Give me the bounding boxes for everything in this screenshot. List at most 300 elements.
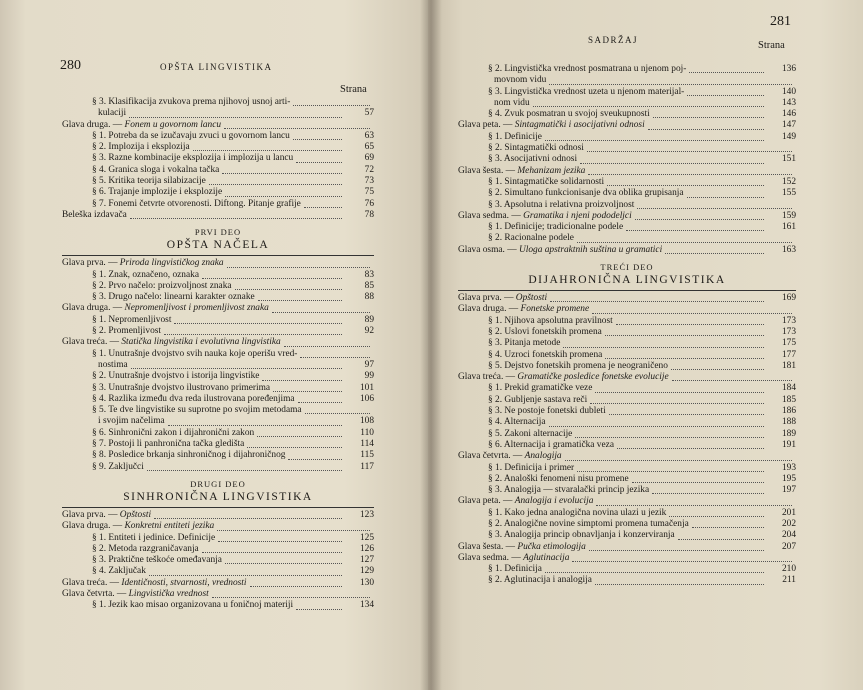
dot-leader: [296, 609, 342, 610]
dot-leader: [549, 426, 764, 427]
page-ref: 110: [360, 427, 374, 438]
page-ref: 75: [364, 187, 374, 198]
dot-leader: [665, 253, 764, 254]
page-ref: 146: [781, 109, 796, 120]
entry-text: § 5. Zakoni alternacije: [488, 428, 573, 439]
section-entry: [458, 64, 796, 75]
chapter-entry: [62, 210, 374, 221]
section-entry: [62, 394, 374, 405]
dot-leader: [575, 437, 764, 438]
chapter-entry: [62, 337, 374, 348]
entry-text: i svojim načelima: [98, 416, 165, 427]
entry-text: Glava peta. — Analogija i evolucija: [458, 496, 594, 507]
entry-text: § 4. Alternacija: [488, 417, 546, 428]
page-number: 280: [60, 58, 81, 73]
chapter-entry: [62, 589, 374, 600]
section-entry: [458, 575, 796, 586]
entry-text: § 3. Praktične teškoće omeđavanja: [92, 555, 222, 566]
chapter-subtitle: Pučka etimologija: [517, 541, 586, 552]
page-ref: 191: [781, 439, 796, 450]
entry-text: § 1. Nepromenljivost: [92, 314, 172, 325]
section-entry: [458, 327, 796, 338]
entry-text: § 2. Analogične novine simptomi promena tumačenja: [488, 518, 689, 529]
dot-leader: [550, 301, 764, 302]
page-ref: 151: [781, 154, 796, 165]
section-entry: [62, 315, 374, 326]
section-entry: [62, 176, 374, 187]
section-entry: [458, 519, 796, 530]
dot-leader: [605, 358, 764, 359]
entry-text: § 2. Gubljenje sastava reči: [488, 394, 588, 405]
dot-leader: [671, 369, 764, 370]
entry-text: § 1. Unutrašnje dvojstvo svih nauka koje operišu vred-: [92, 348, 298, 359]
dot-leader: [272, 312, 370, 313]
section-entry: [458, 474, 796, 485]
section-entry: [458, 200, 796, 211]
entry-text: § 2. Promenljivost: [92, 326, 162, 337]
dot-leader: [545, 572, 764, 573]
chapter-entry: [62, 510, 374, 521]
left-book-page: [0, 0, 430, 690]
dot-leader: [284, 346, 370, 347]
section-entry: [458, 463, 796, 474]
dot-leader: [212, 597, 370, 598]
entry-text: § 1. Definicija: [488, 564, 542, 575]
part-label: PRVI DEO: [194, 227, 242, 238]
chapter-subtitle: Gramatika i njeni pododeljci: [523, 210, 632, 221]
page-ref: 125: [359, 532, 374, 543]
dot-leader: [595, 584, 764, 585]
chapter-entry: [458, 245, 796, 256]
section-entry: [458, 143, 796, 154]
chapter-subtitle: Statička lingvistika i evolutivna lingvistika: [121, 337, 281, 348]
entry-text: Glava treća. — Identičnosti, stvarnosti, vrednosti: [62, 577, 247, 588]
running-head: OPŠTA LINGVISTIKA: [160, 62, 273, 72]
page-ref: 57: [364, 108, 374, 119]
dot-leader: [596, 505, 792, 506]
page-ref: 134: [359, 600, 374, 611]
dot-leader: [129, 117, 342, 118]
dot-leader: [587, 151, 792, 152]
page-ref: 189: [781, 428, 796, 439]
chapter-entry: [458, 542, 796, 553]
page-ref: 147: [781, 120, 796, 131]
page-ref: 175: [781, 338, 796, 349]
dot-leader: [293, 139, 342, 140]
dot-leader: [262, 380, 342, 381]
entry-text: nom vidu: [494, 97, 530, 108]
strana-label: Strana: [758, 40, 785, 51]
entry-text: Glava druga. — Fonem u govornom lancu: [62, 119, 222, 130]
chapter-entry: [458, 304, 796, 315]
dot-leader: [563, 347, 764, 348]
section-entry: [458, 440, 796, 451]
chapter-entry: [458, 293, 796, 304]
entry-text: § 2. Unutrašnje dvojstvo i istorija lingvistike: [92, 371, 260, 382]
page-ref: 63: [364, 130, 374, 141]
page-ref: 136: [781, 64, 796, 74]
entry-text: § 2. Implozija i eksplozija: [92, 142, 190, 153]
entry-text: § 6. Sinhronični zakon i dijahronični zakon: [92, 427, 255, 438]
page-ref: 152: [781, 176, 796, 187]
page-ref: 101: [359, 382, 374, 393]
part-title: DIJAHRONIČNA LINGVISTIKA: [528, 274, 726, 287]
page-ref: 97: [364, 359, 374, 370]
page-ref: 85: [364, 280, 374, 291]
entry-text: § 4. Zaključak: [92, 566, 146, 577]
dot-leader: [258, 300, 342, 301]
chapter-entry: [458, 120, 796, 131]
dot-leader: [225, 563, 342, 564]
entry-text: Glava treća. — Gramatičke posledice fonetske evolucije: [458, 372, 669, 383]
dot-leader: [222, 173, 342, 174]
section-entry: [62, 371, 374, 382]
dot-leader: [202, 552, 342, 553]
dot-leader: [572, 561, 792, 562]
section-entry: [458, 75, 796, 86]
dot-leader: [273, 391, 342, 392]
dot-leader: [653, 117, 764, 118]
section-entry: [458, 188, 796, 199]
dot-leader: [304, 207, 342, 208]
chapter-entry: [458, 211, 796, 222]
section-entry: [62, 326, 374, 337]
entry-text: Glava prva. — Opštosti: [458, 293, 548, 304]
section-entry: [458, 87, 796, 98]
chapter-entry: [62, 521, 374, 532]
page-ref: 117: [360, 461, 374, 472]
dot-leader: [590, 403, 764, 404]
dot-leader: [632, 482, 764, 483]
page-ref: 76: [364, 198, 374, 209]
chapter-subtitle: Analogija: [524, 451, 562, 462]
divider: [62, 255, 374, 256]
entry-text: § 1. Jezik kao misao organizovana u foničnoj materiji: [92, 600, 294, 611]
entry-text: § 2. Sintagmatički odnosi: [488, 143, 584, 154]
entry-text: § 1. Njihova apsolutna pravilnost: [488, 315, 613, 326]
section-entry: [62, 439, 374, 450]
entry-text: § 3. Apsolutna i relativna proizvoljnost: [488, 199, 635, 210]
section-entry: [62, 533, 374, 544]
entry-text: § 1. Entiteti i jedinice. Definicije: [92, 532, 216, 543]
entry-text: Glava druga. — Fonetske promene: [458, 304, 590, 315]
page-ref: 211: [782, 575, 796, 586]
chapter-subtitle: Analogija i evolucija: [514, 496, 594, 507]
divider: [62, 507, 374, 508]
section-entry: [458, 530, 796, 541]
page-ref: 127: [359, 555, 374, 566]
dot-leader: [131, 368, 342, 369]
section-entry: [62, 108, 374, 119]
entry-text: § 1. Kako jedna analogična novina ulazi u jezik: [488, 507, 667, 518]
page-ref: 99: [364, 371, 374, 382]
page-ref: 129: [359, 566, 374, 577]
page-ref: 181: [781, 360, 796, 371]
dot-leader: [224, 128, 370, 129]
page-ref: 173: [781, 315, 796, 326]
page-ref: 115: [360, 450, 374, 461]
dot-leader: [296, 162, 342, 163]
page-ref: 173: [781, 326, 796, 337]
page-ref: 73: [364, 176, 374, 187]
section-entry: [458, 222, 796, 233]
chapter-subtitle: Lingvistička vrednost: [128, 588, 209, 599]
entry-text: § 4. Uzroci fonetskih promena: [488, 349, 603, 360]
entry-text: § 3. Lingvistička vrednost uzeta u njenom materijal-: [488, 86, 685, 97]
dot-leader: [300, 357, 370, 358]
section-entry: [62, 566, 374, 577]
section-entry: [62, 165, 374, 176]
page-ref: 184: [781, 383, 796, 394]
page-ref: 92: [364, 326, 374, 337]
section-entry: [458, 177, 796, 188]
entry-text: § 1. Definicija i primer: [488, 462, 575, 473]
dot-leader: [218, 541, 342, 542]
entry-text: § 4. Razlika između dva reda ilustrovana poređenjima: [92, 393, 295, 404]
page-ref: 149: [781, 131, 796, 142]
dot-leader: [589, 550, 764, 551]
page-ref: 202: [781, 518, 796, 529]
entry-text: § 5. Te dve lingvistike su suprotne po svojim metodama: [92, 405, 302, 416]
section-entry: [62, 416, 374, 427]
page-ref: 88: [364, 292, 374, 303]
entry-text: § 2. Prvo načelo: proizvoljnost znaka: [92, 280, 232, 291]
page-ref: 188: [781, 417, 796, 428]
entry-text: Glava sedma. — Aglutinacija: [458, 552, 570, 563]
entry-text: § 3. Ne postoje fonetski dubleti: [488, 406, 606, 417]
entry-text: Glava četvrta. — Analogija: [458, 451, 562, 462]
toc-right: [458, 64, 796, 587]
entry-text: § 6. Alternacija i gramatička veza: [488, 439, 614, 450]
page-ref: 195: [781, 473, 796, 484]
page-number: 281: [770, 14, 791, 29]
section-entry: [62, 405, 374, 416]
chapter-entry: [458, 553, 796, 564]
chapter-subtitle: Sintagmatički i asocijativni odnosi: [514, 120, 645, 131]
dot-leader: [605, 335, 764, 336]
dot-leader: [635, 219, 764, 220]
section-entry: [62, 142, 374, 153]
dot-leader: [637, 208, 792, 209]
dot-leader: [298, 402, 342, 403]
dot-leader: [247, 447, 342, 448]
page-ref: 126: [359, 543, 374, 554]
toc-left: [62, 97, 374, 612]
dot-leader: [147, 470, 342, 471]
section-entry: [458, 383, 796, 394]
section-entry: [62, 360, 374, 371]
section-entry: [458, 508, 796, 519]
right-book-page: [428, 0, 863, 690]
dot-leader: [164, 334, 342, 335]
entry-text: § 2. Racionalne podele: [488, 233, 574, 244]
dot-leader: [592, 313, 792, 314]
page-ref: 201: [781, 507, 796, 518]
entry-text: § 3. Drugo načelo: linearni karakter oznake: [92, 292, 255, 303]
entry-text: § 1. Potreba da se izučavaju zvuci u govornom lancu: [92, 130, 290, 141]
entry-text: § 2. Analoški fenomeni nisu promene: [488, 473, 629, 484]
page-ref: 193: [781, 462, 796, 473]
section-entry: [62, 600, 374, 611]
page-ref: 72: [364, 164, 374, 175]
entry-text: Glava peta. — Sintagmatički i asocijativni odnosi: [458, 120, 645, 131]
section-entry: [458, 485, 796, 496]
section-entry: [458, 132, 796, 143]
page-ref: 163: [781, 244, 796, 255]
entry-text: § 1. Sintagmatičke solidarnosti: [488, 176, 605, 187]
chapter-entry: [458, 166, 796, 177]
section-entry: [458, 109, 796, 120]
section-entry: [62, 187, 374, 198]
page-ref: 207: [781, 541, 796, 552]
dot-leader: [577, 242, 792, 243]
dot-leader: [257, 436, 342, 437]
entry-text: § 3. Razne kombinacije eksplozija i implozija u lancu: [92, 153, 294, 164]
section-entry: [62, 292, 374, 303]
entry-text: Glava prva. — Opštosti: [62, 509, 152, 520]
entry-text: Glava četvrta. — Lingvistička vrednost: [62, 588, 209, 599]
dot-leader: [533, 106, 764, 107]
page-ref: 140: [781, 86, 796, 97]
page-ref: 169: [781, 293, 796, 304]
dot-leader: [652, 493, 764, 494]
entry-text: Glava prva. — Priroda lingvističkog znaka: [62, 258, 224, 269]
dot-leader: [293, 105, 370, 106]
section-entry: [62, 450, 374, 461]
entry-text: § 4. Granica sloga i vokalna tačka: [92, 164, 220, 175]
chapter-subtitle: Mehanizam jezika: [517, 165, 586, 176]
dot-leader: [580, 163, 764, 164]
section-entry: [62, 270, 374, 281]
page-ref: 143: [781, 97, 796, 108]
entry-text: Beleška izdavača: [62, 209, 127, 220]
running-head: SADRŽAJ: [588, 35, 639, 45]
chapter-entry: [62, 303, 374, 314]
chapter-entry: [62, 120, 374, 131]
dot-leader: [174, 323, 342, 324]
chapter-subtitle: Fonem u govornom lancu: [124, 119, 222, 130]
section-entry: [458, 395, 796, 406]
chapter-subtitle: Fonetske promene: [520, 304, 590, 315]
section-entry: [62, 199, 374, 210]
chapter-subtitle: Identičnosti, stvarnosti, vrednosti: [121, 577, 247, 588]
divider: [458, 290, 796, 291]
page-ref: 177: [781, 349, 796, 360]
dot-leader: [687, 197, 764, 198]
entry-text: movnom vidu: [494, 75, 547, 86]
book-gutter: [420, 0, 442, 690]
part-title: OPŠTA NAČELA: [166, 239, 270, 252]
dot-leader: [168, 425, 342, 426]
chapter-subtitle: Aglutinacija: [523, 552, 570, 563]
chapter-subtitle: Uloga apstraktnih suština u gramatici: [518, 244, 663, 255]
dot-leader: [607, 185, 764, 186]
dot-leader: [305, 413, 370, 414]
entry-text: § 6. Trajanje implozije i eksplozije: [92, 187, 223, 198]
entry-text: § 1. Definicije; tradicionalne podele: [488, 222, 624, 233]
section-entry: [458, 154, 796, 165]
dot-leader: [154, 518, 342, 519]
dot-leader: [648, 129, 764, 130]
page-ref: 161: [781, 222, 796, 233]
entry-text: § 2. Aglutinacija i analogija: [488, 575, 592, 586]
section-entry: [62, 462, 374, 473]
entry-text: Glava šesta. — Mehanizam jezika: [458, 165, 586, 176]
entry-text: § 7. Postoji li panhronična tačka gledišta: [92, 439, 245, 450]
page-ref: 65: [364, 142, 374, 153]
entry-text: § 3. Analogija — stvaralački princip jezika: [488, 485, 650, 496]
part-label: DRUGI DEO: [190, 478, 246, 489]
dot-leader: [626, 230, 764, 231]
chapter-subtitle: Nepromenljivost i promenljivost znaka: [124, 303, 269, 314]
dot-leader: [225, 196, 342, 197]
dot-leader: [577, 471, 764, 472]
section-entry: [62, 97, 374, 108]
dot-leader: [616, 324, 764, 325]
dot-leader: [678, 539, 764, 540]
section-entry: [458, 361, 796, 372]
section-entry: [458, 429, 796, 440]
page-ref: 197: [781, 485, 796, 496]
page-ref: 185: [781, 394, 796, 405]
entry-text: nostima: [98, 359, 128, 370]
dot-leader: [545, 140, 764, 141]
chapter-entry: [458, 496, 796, 507]
dot-leader: [687, 95, 764, 96]
entry-text: § 2. Simultano funkcionisanje dva oblika grupisanja: [488, 188, 684, 199]
strana-label: Strana: [340, 84, 367, 95]
dot-leader: [565, 460, 792, 461]
entry-text: Glava šesta. — Pučka etimologija: [458, 541, 586, 552]
entry-text: kulaciji: [98, 108, 127, 119]
entry-text: § 2. Uslovi fonetskih promena: [488, 326, 602, 337]
section-entry: [458, 233, 796, 244]
chapter-subtitle: Gramatičke posledice fonetske evolucije: [517, 372, 669, 383]
chapter-entry: [62, 578, 374, 589]
page-ref: 114: [360, 439, 374, 450]
entry-text: Glava druga. — Konkretni entiteti jezika: [62, 521, 215, 532]
chapter-subtitle: Opštosti: [515, 293, 548, 304]
section-entry: [458, 417, 796, 428]
entry-text: § 7. Fonemi četvrte otvorenosti. Diftong. Pitanje grafije: [92, 198, 301, 209]
page-ref: 210: [781, 564, 796, 575]
dot-leader: [193, 150, 342, 151]
part-title: SINHRONIČNA LINGVISTIKA: [123, 490, 313, 503]
page-ref: 123: [359, 509, 374, 520]
page-ref: 89: [364, 314, 374, 325]
entry-text: Glava druga. — Nepromenljivost i promenljivost znaka: [62, 303, 269, 314]
dot-leader: [235, 289, 342, 290]
section-entry: [458, 338, 796, 349]
entry-text: Glava osma. — Uloga apstraktnih suština u gramatici: [458, 244, 663, 255]
entry-text: § 5. Kritika teorija silabizacije: [92, 176, 206, 187]
dot-leader: [588, 174, 792, 175]
section-entry: [62, 349, 374, 360]
dot-leader: [209, 184, 342, 185]
dot-leader: [692, 527, 764, 528]
dot-leader: [149, 575, 342, 576]
entry-text: § 2. Metoda razgraničavanja: [92, 543, 199, 554]
page-ref: 83: [364, 269, 374, 280]
section-entry: [62, 383, 374, 394]
entry-text: § 1. Znak, označeno, oznaka: [92, 269, 199, 280]
section-entry: [458, 350, 796, 361]
dot-leader: [549, 84, 792, 85]
part-label: TREĆI DEO: [600, 262, 654, 273]
dot-leader: [669, 516, 764, 517]
page-ref: 106: [359, 393, 374, 404]
section-entry: [458, 98, 796, 109]
